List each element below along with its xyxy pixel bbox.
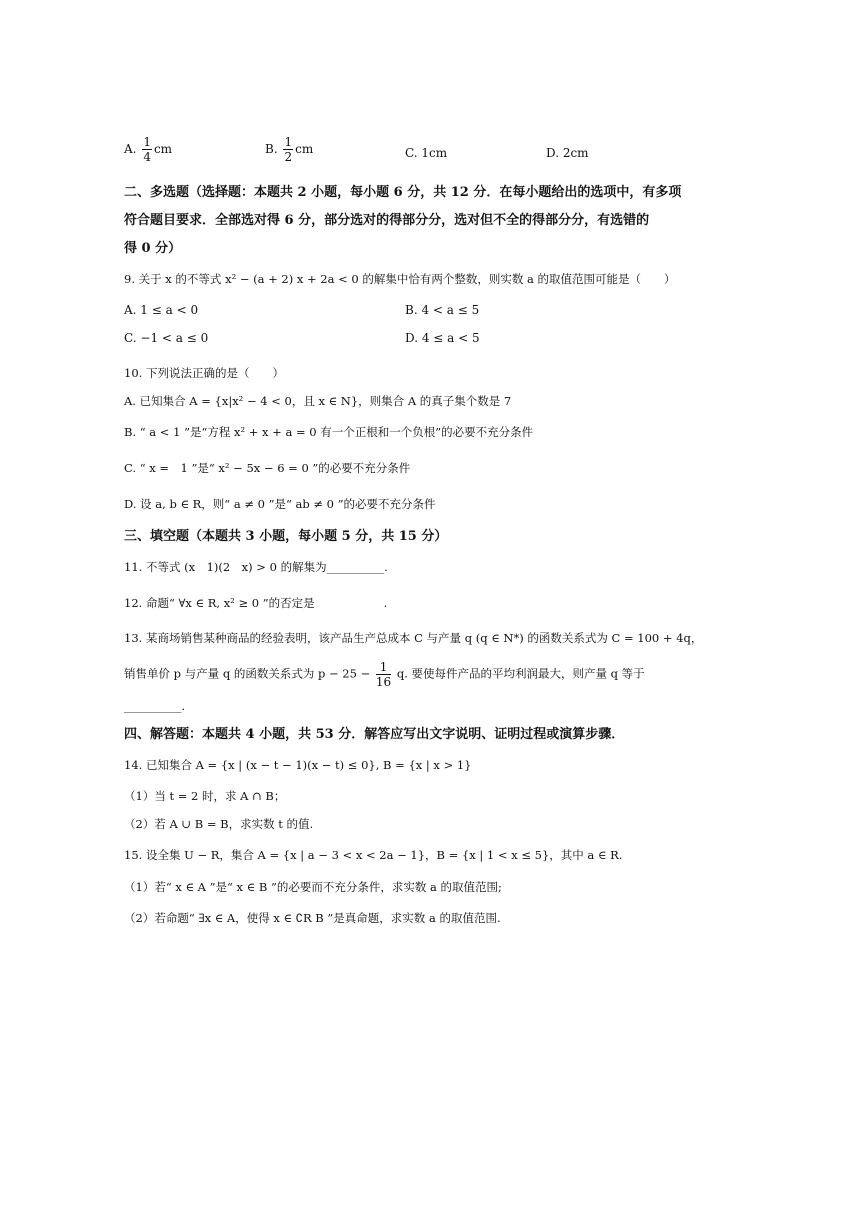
q8-option-a-label: A. (124, 142, 137, 156)
q13-line1: 13. 某商场销售某种商品的经验表明，该产品生产总成本 C 与产量 q (q ∈ N*) 的函数关系式为 C = 100 + 4q， (124, 631, 703, 645)
q8-option-d: D. 2cm (546, 146, 589, 160)
q10-option-c: C. “ x = 1 ”是“ x² − 5x − 6 = 0 ”的必要不充分条件 (124, 461, 411, 475)
q8-option-b-numerator: 1 (284, 135, 293, 149)
q8-option-c: C. 1cm (405, 146, 448, 160)
section3-title: 三、填空题（本题共 3 小题，每小题 5 分，共 15 分） (124, 529, 448, 544)
q15-part2: （2）若命题“ ∃x ∈ A，使得 x ∈ ∁R B ”是真命题，求实数 a 的取值范围. (124, 911, 501, 925)
q10-option-b: B. “ a < 1 ”是“方程 x² + x + a = 0 有一个正根和一个负根”的必要不充分条件 (124, 425, 534, 439)
section2-line2: 符合题目要求．全部选对得 6 分，部分选对的得部分分，选对但不全的得部分分，有选错的 (124, 213, 650, 228)
q9-option-d: D. 4 ≤ a < 5 (405, 331, 480, 345)
q8-option-a-unit: cm (153, 142, 173, 156)
q8-option-a-denominator: 4 (143, 150, 151, 164)
q14-stem: 14. 已知集合 A = {x | (x − t − 1)(x − t) ≤ 0}, B = {x | x > 1} (124, 758, 472, 772)
q10-option-d: D. 设 a, b ∈ R，则“ a ≠ 0 ”是“ ab ≠ 0 ”的必要不充分条件 (124, 497, 436, 511)
q8-option-b (265, 136, 313, 163)
section2-line3: 得 0 分） (124, 241, 182, 256)
q15-part1: （1）若“ x ∈ A ”是“ x ∈ B ”的必要而不充分条件，求实数 a 的取值范围; (124, 880, 502, 894)
q8-option-b-unit: cm (295, 142, 314, 156)
section2-line1: 二、多选题（选择题：本题共 2 小题，每小题 6 分，共 12 分．在每小题给出的选项中，有多项 (124, 185, 682, 200)
q10-stem: 10. 下列说法正确的是（ ） (124, 366, 284, 380)
q9-option-a: A. 1 ≤ a < 0 (124, 303, 199, 317)
q14-part2: （2）若 A ∪ B = B，求实数 t 的值. (124, 817, 314, 831)
q9-option-b: B. 4 < a ≤ 5 (405, 303, 480, 317)
q13-fraction-denominator: 16 (375, 675, 392, 689)
q14-part1: （1）当 t = 2 时，求 A ∩ B； (124, 789, 286, 803)
q13-answer-blank: __________. (124, 699, 186, 713)
q9-option-c: C. −1 < a ≤ 0 (124, 331, 209, 345)
q8-option-b-denominator: 2 (284, 150, 293, 164)
q15-stem: 15. 设全集 U − R，集合 A = {x | a − 3 < x < 2a − 1}，B = {x | 1 < x ≤ 5}，其中 a ∈ R. (124, 848, 623, 862)
q8-option-b-label: B. (265, 142, 278, 156)
q10-option-a: A. 已知集合 A = {x|x² − 4 < 0，且 x ∈ N}，则集合 A 的真子集个数是 7 (124, 394, 512, 408)
q11-text: 11. 不等式 (x 1)(2 x) > 0 的解集为__________. (124, 560, 388, 574)
section4-title: 四、解答题：本题共 4 小题，共 53 分．解答应写出文字说明、证明过程或演算步骤． (124, 727, 625, 742)
q13-line2-post: q. 要使每件产品的平均利润最大，则产量 q 等于 (396, 666, 645, 681)
q8-option-b-fraction (283, 136, 293, 163)
q9-stem: 9. 关于 x 的不等式 x² − (a + 2) x + 2a < 0 的解集中恰有两个整数，则实数 a 的取值范围可能是（ ） (124, 272, 676, 286)
q13-line2-pre: 销售单价 p 与产量 q 的函数关系式为 p − 25 − (124, 666, 371, 681)
q12-text: 12. 命题“ ∀x ∈ R, x² ≥ 0 ”的否定是 . (124, 596, 388, 610)
q13-fraction (376, 661, 391, 688)
q13-fraction-numerator: 1 (376, 661, 391, 675)
q8-option-a (124, 136, 172, 163)
q8-option-a-numerator: 1 (143, 135, 151, 149)
q8-option-a-fraction (142, 136, 152, 163)
q13-line2 (124, 661, 645, 688)
